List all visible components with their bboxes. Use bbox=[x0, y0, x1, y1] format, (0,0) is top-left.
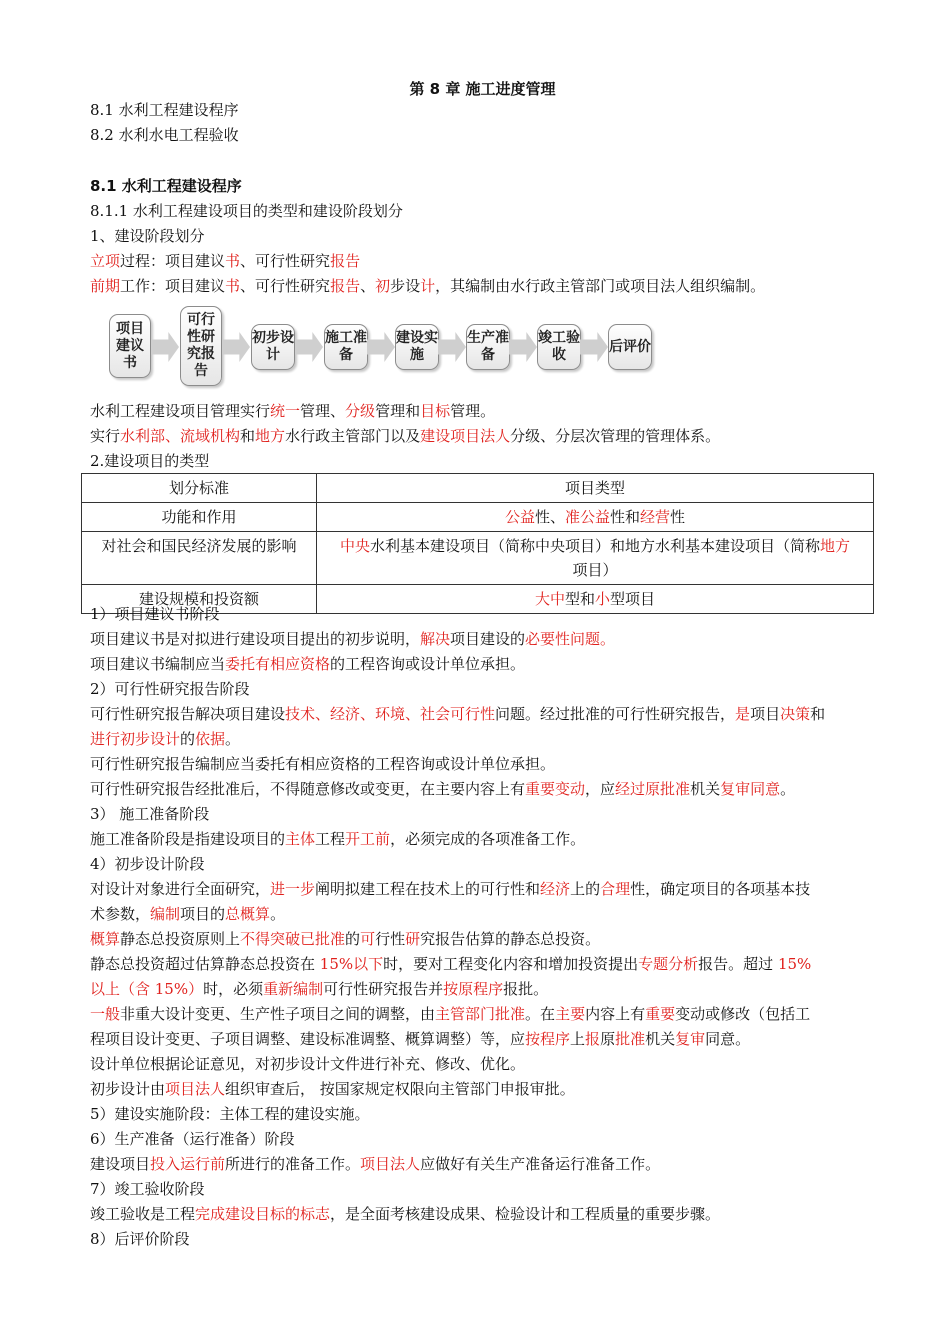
lixiang-line bbox=[90, 250, 875, 272]
text-red: 报 bbox=[585, 1030, 601, 1048]
text-red: 进行初步设计 bbox=[90, 730, 181, 748]
text: 静态总投资原则上 bbox=[120, 930, 241, 948]
text: 阐明拟建工程在技术上的可行性和 bbox=[315, 880, 541, 898]
arrow-right-icon bbox=[509, 332, 537, 362]
text-red: 概算 bbox=[90, 930, 121, 948]
arrow-right-icon bbox=[222, 332, 250, 362]
paragraph bbox=[90, 1153, 875, 1175]
mgmt-line-2 bbox=[90, 425, 875, 447]
table-cell bbox=[317, 503, 874, 532]
text-red: 开工前 bbox=[345, 830, 391, 848]
table-header-cell: 项目类型 bbox=[317, 474, 874, 503]
text: 性和 bbox=[610, 508, 641, 526]
toc-item: 8.1 水利工程建设程序 bbox=[90, 101, 239, 119]
text: 静态总投资超过估算静态总投资在 bbox=[90, 955, 320, 973]
text: 内容上有 bbox=[585, 1005, 646, 1023]
text: 时，要对工程变化内容和增加投资提出 bbox=[383, 955, 639, 973]
stage-7-title: 7）竣工验收阶段 bbox=[90, 1180, 205, 1198]
text-red: 完成建设目标的标志 bbox=[195, 1205, 331, 1223]
text-red: 公益 bbox=[504, 508, 535, 526]
arrow-right-icon bbox=[438, 332, 466, 362]
text-red: 决策 bbox=[780, 705, 811, 723]
chapter-title: 第 8 章 施工进度管理 bbox=[409, 80, 556, 98]
text: 上的 bbox=[570, 880, 601, 898]
text-red: 地方 bbox=[255, 427, 286, 445]
paragraph bbox=[90, 828, 875, 850]
text: 建设项目 bbox=[90, 1155, 151, 1173]
paragraph bbox=[90, 1078, 875, 1100]
text-red: 地方 bbox=[820, 537, 851, 555]
text: 初步设计由 bbox=[90, 1080, 166, 1098]
stage-8-title: 8）后评价阶段 bbox=[90, 1230, 190, 1248]
paragraph: 设计单位根据论证意见，对初步设计文件进行补充、修改、优化。 bbox=[90, 1055, 526, 1073]
text: 项目建议书是对拟进行建设项目提出的初步说明， bbox=[90, 630, 421, 648]
text: 究报告估算的静态总投资。 bbox=[420, 930, 601, 948]
text-red: 重新编制 bbox=[263, 980, 324, 998]
text: 管理和 bbox=[375, 402, 421, 420]
text: 的工程咨询或设计单位承担。 bbox=[330, 655, 526, 673]
text: 分级、分层次管理的管理体系。 bbox=[510, 427, 721, 445]
text-red: 复审同意 bbox=[720, 780, 781, 798]
text-red: 必要性问题。 bbox=[525, 630, 616, 648]
paragraph bbox=[90, 928, 875, 950]
flow-step-proposal: 项目建议书 bbox=[109, 314, 151, 378]
table-header-cell: 划分标准 bbox=[82, 474, 317, 503]
text: 竣工验收是工程 bbox=[90, 1205, 196, 1223]
flow-step-implementation: 建设实施 bbox=[395, 324, 439, 370]
qianqi-line bbox=[90, 275, 875, 297]
text-red: 重要变动 bbox=[525, 780, 586, 798]
text: ，必须完成的各项准备工作。 bbox=[390, 830, 586, 848]
text: 机关 bbox=[645, 1030, 676, 1048]
text: 。 bbox=[780, 780, 796, 798]
text-red: 立项 bbox=[90, 252, 121, 270]
flow-step-construction-prep: 施工准备 bbox=[324, 324, 368, 370]
text-red: 合理 bbox=[600, 880, 631, 898]
text: 水利基本建设项目（简称中央项目）和地方水利基本建设项目（简称 bbox=[369, 537, 820, 555]
flow-step-production-prep: 生产准备 bbox=[466, 324, 510, 370]
text: 型和 bbox=[564, 590, 595, 608]
stage-6-title: 6）生产准备（运行准备）阶段 bbox=[90, 1130, 295, 1148]
text: 时，必须 bbox=[203, 980, 264, 998]
text: 、可行性研究 bbox=[240, 277, 331, 295]
subsection-title: 8.1.1 水利工程建设项目的类型和建设阶段划分 bbox=[90, 202, 403, 220]
text-red: 研 bbox=[405, 930, 421, 948]
text-red: 统一 bbox=[270, 402, 301, 420]
text-red: 编制 bbox=[150, 905, 181, 923]
heading-stages: 1、建设阶段划分 bbox=[90, 227, 205, 245]
text-red: 准公益 bbox=[564, 508, 610, 526]
text: 非重大设计变更、生产性子项目之间的调整，由 bbox=[120, 1005, 436, 1023]
text-red: 以上（含 15%） bbox=[90, 980, 204, 998]
text: 应做好有关生产准备运行准备工作。 bbox=[420, 1155, 661, 1173]
text: 可行性研究报告经批准后，不得随意修改或变更，在主要内容上有 bbox=[90, 780, 526, 798]
text-red: 复审 bbox=[675, 1030, 706, 1048]
text: 可行性研究报告并 bbox=[323, 980, 444, 998]
text: 、 bbox=[360, 277, 376, 295]
text-red: 经过原批准 bbox=[615, 780, 691, 798]
text-red: 可 bbox=[360, 930, 376, 948]
text: 的 bbox=[180, 730, 196, 748]
text: 和 bbox=[810, 705, 826, 723]
text: 管理、 bbox=[300, 402, 346, 420]
text: ，是全面考核建设成果、检验设计和工程质量的重要步骤。 bbox=[330, 1205, 721, 1223]
text-red: 报告 bbox=[330, 277, 361, 295]
paragraph bbox=[90, 978, 875, 1000]
table-cell: 对社会和国民经济发展的影响 bbox=[82, 532, 317, 585]
text: 过程：项目建议 bbox=[120, 252, 226, 270]
toc-item: 8.2 水利水电工程验收 bbox=[90, 126, 239, 144]
text: 问题。经过批准的可行性研究报告， bbox=[495, 705, 736, 723]
text: 行性 bbox=[375, 930, 406, 948]
table-cell bbox=[317, 532, 874, 585]
paragraph bbox=[90, 728, 875, 750]
table-cell: 建设规模和投资额 bbox=[82, 585, 317, 614]
text: 变动或修改（包括工 bbox=[675, 1005, 811, 1023]
text: 和 bbox=[240, 427, 256, 445]
text-red: 投入运行前 bbox=[150, 1155, 226, 1173]
flow-step-feasibility: 可行性研究报告 bbox=[180, 306, 222, 386]
text: 术参数， bbox=[90, 905, 151, 923]
text-red: 经营 bbox=[640, 508, 671, 526]
text-red: 技术、经济、环境、社会可行性 bbox=[285, 705, 496, 723]
text: 工作：项目建议 bbox=[120, 277, 226, 295]
text: 同意。 bbox=[705, 1030, 751, 1048]
paragraph bbox=[90, 953, 875, 975]
paragraph bbox=[90, 628, 875, 650]
text-red: 总概算 bbox=[225, 905, 271, 923]
stage-2-title: 2）可行性研究报告阶段 bbox=[90, 680, 250, 698]
text-red: 重要 bbox=[645, 1005, 676, 1023]
paragraph bbox=[90, 778, 875, 800]
arrow-right-icon bbox=[367, 332, 395, 362]
text-red: 中央 bbox=[339, 537, 370, 555]
section-title: 8.1 水利工程建设程序 bbox=[90, 177, 242, 195]
text: 。 bbox=[225, 730, 241, 748]
text: 。在 bbox=[525, 1005, 556, 1023]
paragraph bbox=[90, 653, 875, 675]
text: 性 bbox=[670, 508, 686, 526]
text: 原 bbox=[600, 1030, 616, 1048]
arrow-right-icon bbox=[151, 332, 179, 362]
text-red: 解决 bbox=[420, 630, 451, 648]
text: 报告。超过 bbox=[698, 955, 778, 973]
text-red: 书 bbox=[225, 277, 241, 295]
paragraph: 可行性研究报告编制应当委托有相应资格的工程咨询或设计单位承担。 bbox=[90, 755, 556, 773]
text-red: 书 bbox=[225, 252, 241, 270]
text: 工程 bbox=[315, 830, 346, 848]
arrow-right-icon bbox=[295, 332, 323, 362]
text-red: 是 bbox=[735, 705, 751, 723]
text-red: 进一步 bbox=[270, 880, 316, 898]
stage-flow-diagram bbox=[105, 306, 665, 390]
text-red: 大中 bbox=[534, 590, 565, 608]
text: 的 bbox=[345, 930, 361, 948]
text-red: 水利部、流域机构 bbox=[120, 427, 241, 445]
text: 管理。 bbox=[450, 402, 496, 420]
paragraph bbox=[90, 703, 875, 725]
text: 实行 bbox=[90, 427, 121, 445]
text-red: 分级 bbox=[345, 402, 376, 420]
stage-5-title: 5）建设实施阶段：主体工程的建设实施。 bbox=[90, 1105, 370, 1123]
text-red: 一般 bbox=[90, 1005, 121, 1023]
paragraph bbox=[90, 878, 875, 900]
text: 对设计对象进行全面研究， bbox=[90, 880, 271, 898]
text-red: 主要 bbox=[555, 1005, 586, 1023]
text: ，应 bbox=[585, 780, 616, 798]
text: 项目） bbox=[572, 561, 618, 579]
text-red: 批准 bbox=[615, 1030, 646, 1048]
paragraph bbox=[90, 1028, 875, 1050]
text: 施工准备阶段是指建设项目的 bbox=[90, 830, 286, 848]
text-red: 主管部门批准 bbox=[435, 1005, 526, 1023]
text-red: 报告 bbox=[330, 252, 361, 270]
text: 所进行的准备工作。 bbox=[225, 1155, 361, 1173]
stage-1-title: 1）项目建议书阶段 bbox=[90, 605, 220, 623]
text-red: 计 bbox=[420, 277, 436, 295]
paragraph bbox=[90, 1003, 875, 1025]
text-red: 目标 bbox=[420, 402, 451, 420]
text: 、可行性研究 bbox=[240, 252, 331, 270]
text-red: 项目法人 bbox=[165, 1080, 226, 1098]
table-row bbox=[82, 532, 874, 585]
text: 水利工程建设项目管理实行 bbox=[90, 402, 271, 420]
text-red: 专题分析 bbox=[638, 955, 699, 973]
text-red: 委托有相应资格 bbox=[225, 655, 331, 673]
text-red: 不得突破已批准 bbox=[240, 930, 346, 948]
text: 水行政主管部门以及 bbox=[285, 427, 421, 445]
text: 项目的 bbox=[180, 905, 226, 923]
text: 可行性研究报告解决项目建设 bbox=[90, 705, 286, 723]
heading-types: 2.建设项目的类型 bbox=[90, 452, 210, 470]
paragraph bbox=[90, 903, 875, 925]
arrow-right-icon bbox=[580, 332, 608, 362]
text: 项目建议书编制应当 bbox=[90, 655, 226, 673]
table-row bbox=[82, 503, 874, 532]
stage-3-title: 3） 施工准备阶段 bbox=[90, 805, 210, 823]
text-red: 按原程序 bbox=[443, 980, 504, 998]
text: 程项目设计变更、子项目调整、建设标准调整、概算调整）等，应 bbox=[90, 1030, 526, 1048]
table-row bbox=[82, 474, 874, 503]
text: ，其编制由水行政主管部门或项目法人组织编制。 bbox=[435, 277, 766, 295]
text: 项目建设的 bbox=[450, 630, 526, 648]
text: 。 bbox=[270, 905, 286, 923]
text: 型项目 bbox=[610, 590, 656, 608]
text-red: 小 bbox=[595, 590, 611, 608]
text: 步设 bbox=[390, 277, 421, 295]
text: 机关 bbox=[690, 780, 721, 798]
project-types-table bbox=[81, 473, 874, 614]
text: 报批。 bbox=[503, 980, 549, 998]
mgmt-line-1 bbox=[90, 400, 875, 422]
text-red: 初 bbox=[375, 277, 391, 295]
text-red: 前期 bbox=[90, 277, 121, 295]
flow-step-preliminary-design: 初步设计 bbox=[251, 324, 295, 370]
text-red: 15%以下 bbox=[319, 955, 384, 973]
flow-step-completion-acceptance: 竣工验收 bbox=[537, 324, 581, 370]
text: 性，确定项目的各项基本技 bbox=[630, 880, 811, 898]
text-red: 依据 bbox=[195, 730, 226, 748]
text: 项目 bbox=[750, 705, 781, 723]
text-red: 项目法人 bbox=[360, 1155, 421, 1173]
text: 组织审查后， 按国家规定权限向主管部门申报审批。 bbox=[225, 1080, 575, 1098]
table-cell: 功能和作用 bbox=[82, 503, 317, 532]
text: 性、 bbox=[534, 508, 565, 526]
text-red: 建设项目法人 bbox=[420, 427, 511, 445]
stage-4-title: 4）初步设计阶段 bbox=[90, 855, 205, 873]
text-red: 按程序 bbox=[525, 1030, 571, 1048]
text-red: 主体 bbox=[285, 830, 316, 848]
text: 上 bbox=[570, 1030, 586, 1048]
flow-step-post-evaluation: 后评价 bbox=[608, 324, 652, 370]
text-red: 15% bbox=[777, 955, 812, 973]
text-red: 经济 bbox=[540, 880, 571, 898]
paragraph bbox=[90, 1203, 875, 1225]
